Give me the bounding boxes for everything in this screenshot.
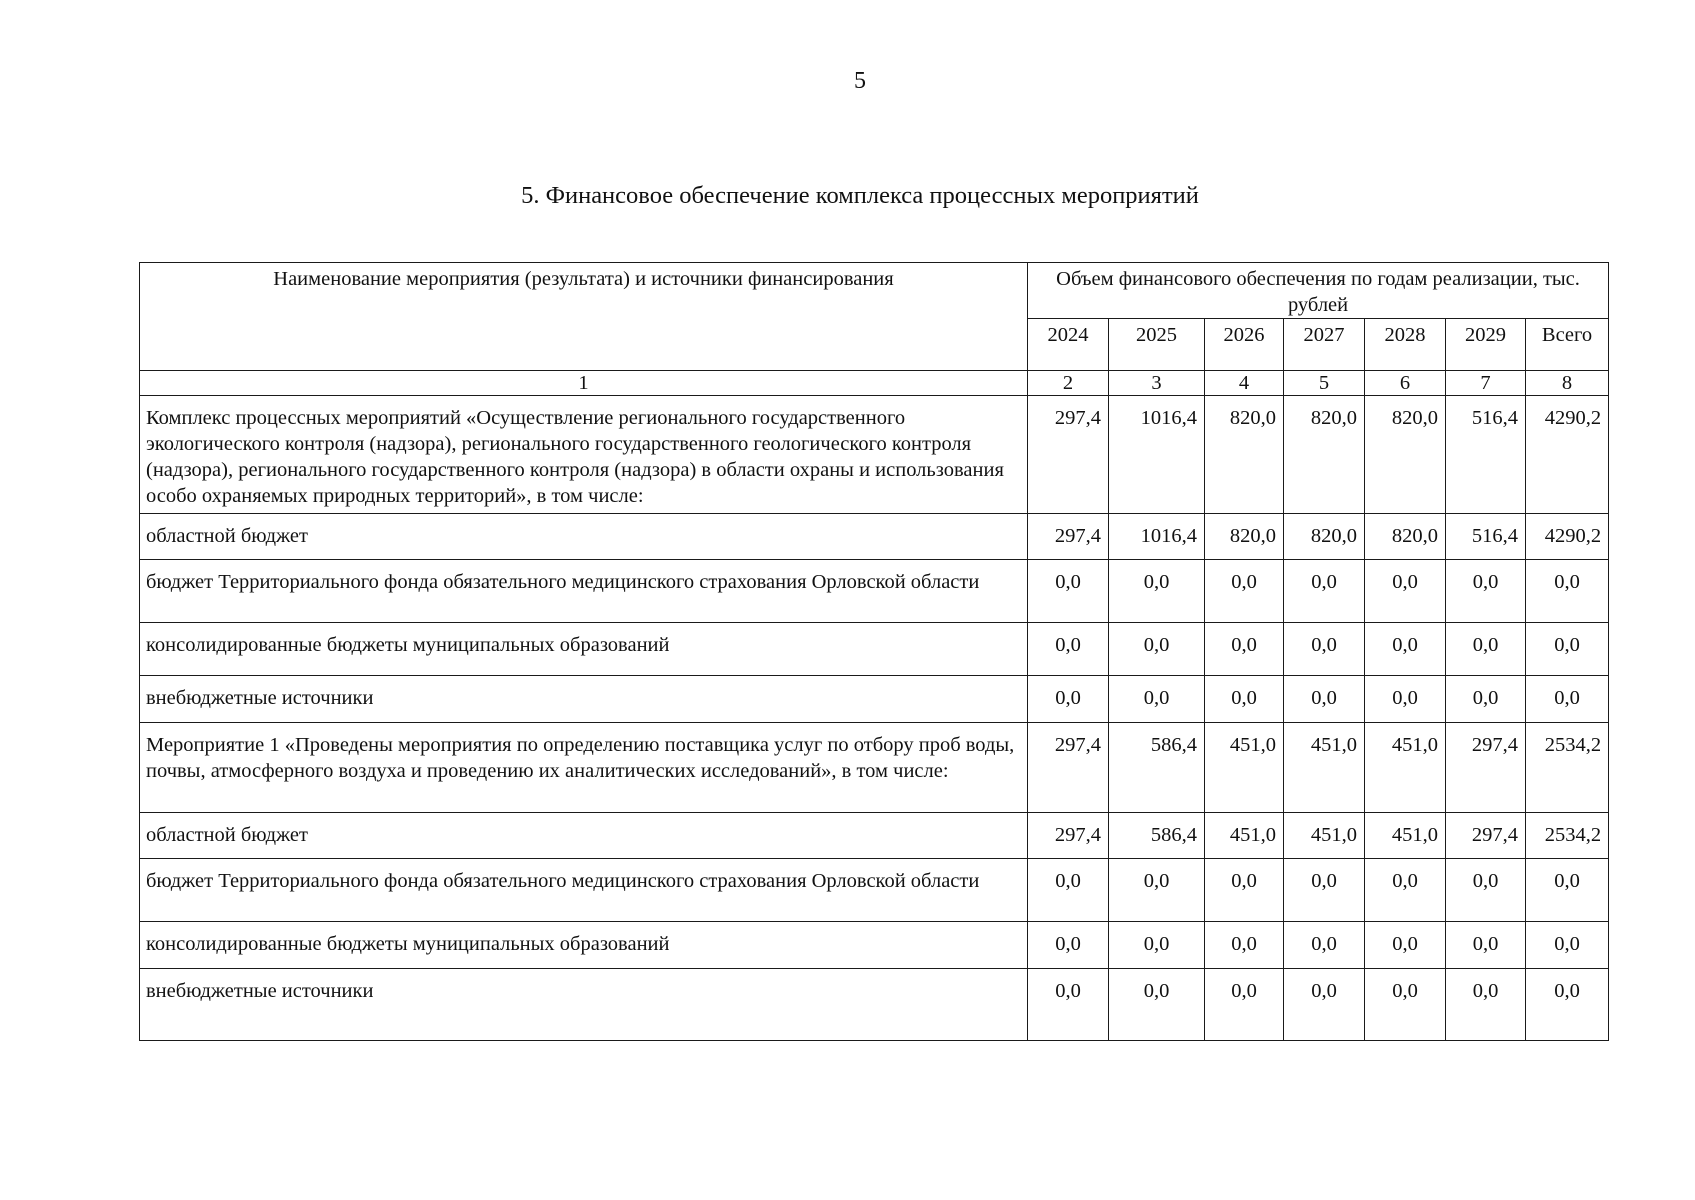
- row-total-value: 0,0: [1526, 969, 1609, 1041]
- row-name: консолидированные бюджеты муниципальных образований: [140, 623, 1028, 676]
- header-name-column: Наименование мероприятия (результата) и источники финансирования: [140, 263, 1028, 371]
- row-year-value: 586,4: [1109, 813, 1205, 859]
- section-title: 5. Финансовое обеспечение комплекса процессных мероприятий: [521, 182, 1199, 209]
- column-number: 7: [1446, 371, 1526, 396]
- row-total-value: 0,0: [1526, 922, 1609, 969]
- row-year-value: 0,0: [1109, 676, 1205, 723]
- header-year: 2025: [1109, 319, 1205, 371]
- row-year-value: 516,4: [1446, 396, 1526, 514]
- row-year-value: 297,4: [1028, 723, 1109, 813]
- column-number-row: [140, 371, 1609, 396]
- table-row: [140, 396, 1609, 514]
- row-year-value: 0,0: [1109, 969, 1205, 1041]
- row-year-value: 451,0: [1284, 723, 1365, 813]
- row-year-value: 0,0: [1284, 560, 1365, 623]
- row-year-value: 0,0: [1109, 922, 1205, 969]
- header-row: [140, 263, 1609, 319]
- row-name: консолидированные бюджеты муниципальных образований: [140, 922, 1028, 969]
- table-row: [140, 676, 1609, 723]
- row-year-value: 586,4: [1109, 723, 1205, 813]
- row-name: внебюджетные источники: [140, 969, 1028, 1041]
- row-year-value: 820,0: [1205, 396, 1284, 514]
- row-year-value: 820,0: [1365, 396, 1446, 514]
- header-year: 2028: [1365, 319, 1446, 371]
- row-name: бюджет Территориального фонда обязательного медицинского страхования Орловской области: [140, 560, 1028, 623]
- row-year-value: 0,0: [1109, 623, 1205, 676]
- table-row: [140, 623, 1609, 676]
- row-year-value: 0,0: [1284, 922, 1365, 969]
- row-year-value: 297,4: [1028, 396, 1109, 514]
- row-year-value: 0,0: [1205, 623, 1284, 676]
- header-year: 2024: [1028, 319, 1109, 371]
- row-year-value: 0,0: [1205, 859, 1284, 922]
- table-row: [140, 813, 1609, 859]
- column-number: 6: [1365, 371, 1446, 396]
- row-year-value: 0,0: [1365, 859, 1446, 922]
- row-year-value: 0,0: [1446, 560, 1526, 623]
- row-year-value: 820,0: [1205, 514, 1284, 560]
- row-year-value: 0,0: [1284, 623, 1365, 676]
- row-year-value: 0,0: [1028, 623, 1109, 676]
- header-volume-column: Объем финансового обеспечения по годам реализации, тыс. рублей: [1028, 263, 1609, 319]
- row-year-value: 0,0: [1446, 969, 1526, 1041]
- row-year-value: 0,0: [1446, 623, 1526, 676]
- column-number: 4: [1205, 371, 1284, 396]
- row-year-value: 0,0: [1284, 969, 1365, 1041]
- column-number: 8: [1526, 371, 1609, 396]
- row-year-value: 0,0: [1109, 859, 1205, 922]
- row-year-value: 0,0: [1028, 560, 1109, 623]
- row-year-value: 0,0: [1205, 969, 1284, 1041]
- row-year-value: 297,4: [1446, 723, 1526, 813]
- row-year-value: 297,4: [1446, 813, 1526, 859]
- row-total-value: 2534,2: [1526, 813, 1609, 859]
- row-year-value: 451,0: [1284, 813, 1365, 859]
- table-row: [140, 560, 1609, 623]
- row-year-value: 297,4: [1028, 813, 1109, 859]
- row-year-value: 0,0: [1205, 560, 1284, 623]
- row-year-value: 297,4: [1028, 514, 1109, 560]
- row-year-value: 0,0: [1028, 676, 1109, 723]
- row-year-value: 0,0: [1365, 969, 1446, 1041]
- row-total-value: 0,0: [1526, 676, 1609, 723]
- row-year-value: 0,0: [1028, 922, 1109, 969]
- row-total-value: 4290,2: [1526, 514, 1609, 560]
- row-year-value: 0,0: [1446, 676, 1526, 723]
- column-number: 3: [1109, 371, 1205, 396]
- row-year-value: 0,0: [1446, 859, 1526, 922]
- row-year-value: 0,0: [1205, 922, 1284, 969]
- column-number: 2: [1028, 371, 1109, 396]
- row-total-value: 0,0: [1526, 859, 1609, 922]
- row-total-value: 4290,2: [1526, 396, 1609, 514]
- row-year-value: 0,0: [1028, 859, 1109, 922]
- row-year-value: 0,0: [1205, 676, 1284, 723]
- row-year-value: 451,0: [1205, 813, 1284, 859]
- row-year-value: 1016,4: [1109, 396, 1205, 514]
- row-year-value: 0,0: [1028, 969, 1109, 1041]
- row-name: Мероприятие 1 «Проведены мероприятия по определению поставщика услуг по отбору проб воды, почвы, атмосферного воздуха и проведению их аналитических исследований», в том числе:: [140, 723, 1028, 813]
- table-body: [140, 396, 1609, 1041]
- row-name: областной бюджет: [140, 514, 1028, 560]
- row-year-value: 0,0: [1284, 676, 1365, 723]
- row-name: внебюджетные источники: [140, 676, 1028, 723]
- table-row: [140, 723, 1609, 813]
- row-year-value: 451,0: [1365, 813, 1446, 859]
- financing-table: [139, 262, 1609, 1041]
- header-year: 2026: [1205, 319, 1284, 371]
- row-year-value: 451,0: [1365, 723, 1446, 813]
- row-year-value: 0,0: [1446, 922, 1526, 969]
- row-year-value: 0,0: [1365, 922, 1446, 969]
- header-total: Всего: [1526, 319, 1609, 371]
- row-total-value: 2534,2: [1526, 723, 1609, 813]
- row-year-value: 0,0: [1365, 560, 1446, 623]
- table-row: [140, 859, 1609, 922]
- row-year-value: 820,0: [1284, 396, 1365, 514]
- row-year-value: 820,0: [1365, 514, 1446, 560]
- row-total-value: 0,0: [1526, 623, 1609, 676]
- row-year-value: 0,0: [1365, 676, 1446, 723]
- row-year-value: 0,0: [1365, 623, 1446, 676]
- row-year-value: 0,0: [1284, 859, 1365, 922]
- row-year-value: 451,0: [1205, 723, 1284, 813]
- row-name: бюджет Территориального фонда обязательного медицинского страхования Орловской области: [140, 859, 1028, 922]
- table-row: [140, 922, 1609, 969]
- header-year: 2029: [1446, 319, 1526, 371]
- row-year-value: 1016,4: [1109, 514, 1205, 560]
- row-name: областной бюджет: [140, 813, 1028, 859]
- page-number: 5: [854, 68, 866, 94]
- table-row: [140, 514, 1609, 560]
- row-total-value: 0,0: [1526, 560, 1609, 623]
- table-row: [140, 969, 1609, 1041]
- row-year-value: 516,4: [1446, 514, 1526, 560]
- row-year-value: 0,0: [1109, 560, 1205, 623]
- row-year-value: 820,0: [1284, 514, 1365, 560]
- column-number: 1: [140, 371, 1028, 396]
- row-name: Комплекс процессных мероприятий «Осуществление регионального государственного экологического контроля (надзора), регионального государственного геологического контроля (надзора), регионального государственного контроля (надзора) в области охраны и использования особо охраняемых природных территорий», в том числе:: [140, 396, 1028, 514]
- header-year: 2027: [1284, 319, 1365, 371]
- column-number: 5: [1284, 371, 1365, 396]
